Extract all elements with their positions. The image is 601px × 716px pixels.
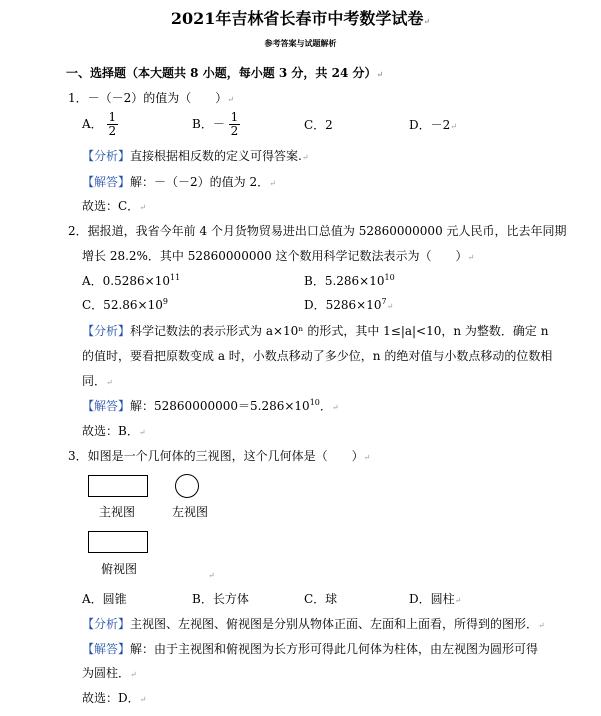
left-view-label: 左视图	[172, 505, 209, 519]
q1-analysis: 【分析】直接根据相反数的定义可得答案.↵	[82, 149, 309, 163]
q2-analysis-line2: 的值时，要看把原数变成 a 时，小数点移动了多少位，n 的绝对值与小数点移动的位数相	[82, 349, 553, 363]
q2-answer: 【解答】解：$52860000000=5.286\times 10^{10}$．↵	[82, 398, 339, 413]
q3-choice: 故选：D．↵	[82, 691, 147, 705]
q1-option-d: D．－2↵	[409, 118, 457, 132]
section-heading: 一、选择题（本大题共 8 小题，每小题 3 分，共 24 分）↵	[66, 66, 384, 80]
q1-choice: 故选：C．↵	[82, 199, 146, 213]
q1-option-b-fraction: $\frac{1}{2}$	[230, 110, 239, 138]
q2-analysis-line3: 同．↵	[82, 374, 113, 388]
q1-option-b: B．－ $\frac{1}{2}$	[192, 110, 239, 138]
q3-option-d: D．圆柱↵	[409, 592, 462, 606]
q2-stem-line2: 增长 28.2%．其中 52860000000 这个数用科学记数法表示为（ ）↵	[82, 249, 475, 263]
top-view-rectangle	[88, 531, 148, 553]
page-subtitle: 参考答案与试题解析	[264, 38, 337, 48]
q2-stem-line1: 2．据报道，我省今年前 4 个月货物贸易进出口总值为 52860000000 元人民币，比去年同期	[68, 224, 567, 238]
figure-mark: ↵	[208, 571, 215, 580]
q3-answer-line1: 【解答】解：由于主视图和俯视图为长方形可得此几何体为柱体，由左视图为圆形可得	[82, 642, 539, 656]
q2-option-c: C．$52.86\times 10^9$	[82, 297, 168, 312]
q2-option-d: D．$5286\times 10^7↵$	[304, 297, 394, 312]
left-view-circle	[175, 474, 199, 498]
q3-option-b: B．长方体	[192, 592, 249, 606]
q3-option-a: A．圆锥	[82, 592, 127, 606]
q1-option-c: C．2	[304, 118, 333, 132]
q2-choice: 故选：B．↵	[82, 424, 146, 438]
q2-option-b: B．$5.286\times 10^{10}$	[304, 273, 395, 288]
q3-option-c: C．球	[304, 592, 338, 606]
q3-answer-line2: 为圆柱．↵	[82, 666, 137, 680]
q3-stem: 3．如图是一个几何体的三视图，这个几何体是（ ）↵	[68, 449, 371, 463]
q1-option-a-fraction: $\frac{1}{2}$	[108, 110, 117, 138]
q2-analysis-line1: 【分析】科学记数法的表示形式为 a×10ⁿ 的形式，其中 1≤|a|<10，n 为整数．确定 n	[82, 324, 549, 338]
q1-answer: 【解答】解：－（－2）的值为 2．↵	[82, 175, 276, 189]
q3-analysis: 【分析】主视图、左视图、俯视图是分别从物体正面、左面和上面看，所得到的图形．↵	[82, 617, 545, 631]
front-view-label: 主视图	[99, 505, 136, 519]
q1-option-a: A． $\frac{1}{2}$	[82, 110, 117, 138]
q1-stem: 1．－（－2）的值为（ ）↵	[68, 91, 234, 105]
page-title: 2021年吉林省长春市中考数学试卷↵	[170, 9, 431, 28]
front-view-rectangle	[88, 475, 148, 497]
top-view-label: 俯视图	[101, 562, 138, 576]
q2-option-a: A．$0.5286\times 10^{11}$	[82, 273, 181, 288]
